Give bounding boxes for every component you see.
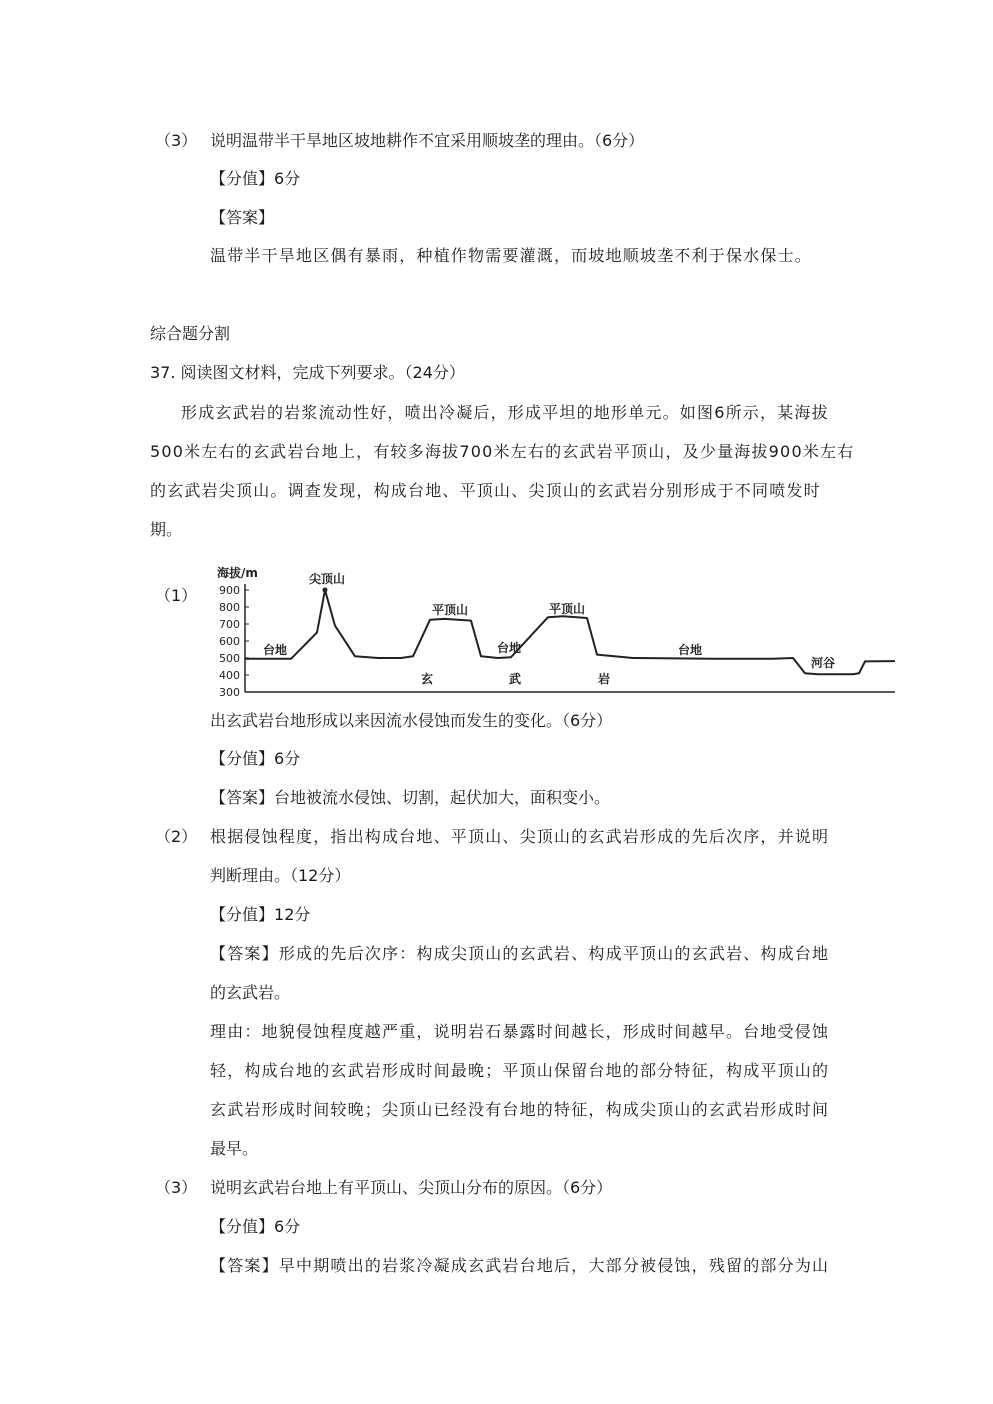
- score-value: 12分: [274, 905, 311, 924]
- q37-part3-question: 说明玄武岩台地上有平顶山、尖顶山分布的原因。（6分）: [210, 1178, 613, 1197]
- feature-label: 尖顶山: [309, 572, 346, 586]
- score-label: 【分值】: [210, 749, 275, 768]
- feature-label: 台地: [497, 641, 522, 655]
- section-divider: 综合题分割: [150, 324, 231, 343]
- q37-part3-score: [210, 1216, 300, 1238]
- q37-part2-score: [210, 904, 310, 926]
- answer-text: 形成的先后次序：构成尖顶山的玄武岩、构成平顶山的玄武岩、构成台地: [278, 944, 830, 963]
- rock-label: 武: [509, 672, 522, 686]
- answer-label: 【答案】: [210, 944, 279, 963]
- peak-marker: [323, 588, 328, 593]
- y-tick-label: 400: [219, 669, 240, 682]
- feature-label: 平顶山: [549, 602, 586, 616]
- rock-label: 玄: [421, 672, 434, 686]
- score-value: 6分: [274, 1217, 301, 1236]
- q37-part2-answer-line: 的玄武岩。: [210, 983, 291, 1002]
- q37-material-line: 期。: [150, 520, 183, 539]
- y-tick-label: 500: [219, 652, 240, 665]
- q37-material-line: 500米左右的玄武岩台地上，有较多海拔700米左右的玄武岩平顶山，及少量海拔900米左右: [150, 442, 855, 461]
- q37-part2-question-line: 判断理由。（12分）: [210, 866, 351, 885]
- q36-part3-score: [210, 168, 300, 190]
- feature-label: 河谷: [811, 656, 836, 670]
- q37-part1-score: [210, 748, 300, 770]
- answer-text: 早中期喷出的岩浆冷凝成玄武岩台地后，大部分被侵蚀，残留的部分为山: [278, 1256, 830, 1275]
- y-tick-label: 900: [219, 584, 240, 597]
- q36-part3-answer: 温带半干旱地区偶有暴雨，种植作物需要灌溉，而坡地顺坡垄不利于保水保士。: [210, 246, 813, 265]
- q37-title: 37. 阅读图文材料，完成下列要求。（24分）: [150, 363, 465, 382]
- q37-part3-number: （3）: [155, 1178, 198, 1197]
- score-label: 【分值】: [210, 905, 275, 924]
- y-axis-label: 海拔/m: [217, 566, 258, 580]
- q37-part2-number: （2）: [155, 827, 198, 846]
- q36-part3-question: 说明温带半干旱地区坡地耕作不宜采用顺坡垄的理由。（6分）: [210, 131, 645, 150]
- q37-material-line: 的玄武岩尖顶山。调查发现，构成台地、平顶山、尖顶山的玄武岩分别形成于不同喷发时: [150, 481, 821, 500]
- feature-label: 台地: [678, 643, 703, 657]
- q36-part3-number: （3）: [155, 131, 198, 150]
- rock-label: 岩: [598, 672, 611, 686]
- y-tick-label: 800: [219, 601, 240, 614]
- feature-label: 台地: [263, 643, 288, 657]
- score-label: 【分值】: [210, 1217, 275, 1236]
- q37-part2-reason-line: 理由：地貌侵蚀程度越严重，说明岩石暴露时间越长，形成时间越早。台地受侵蚀: [210, 1022, 830, 1041]
- score-value: 6分: [274, 169, 301, 188]
- score-label: 【分值】: [210, 169, 275, 188]
- q37-part3-answer: [210, 1255, 829, 1277]
- q37-material-line: 形成玄武岩的岩浆流动性好，喷出冷凝后，形成平坦的地形单元。如图6所示，某海拔: [181, 403, 829, 422]
- answer-text: 台地被流水侵蚀、切割，起伏加大，面积变小。: [274, 788, 611, 807]
- q37-part1-question: 出玄武岩台地形成以来因流水侵蚀而发生的变化。（6分）: [210, 711, 613, 730]
- score-value: 6分: [274, 749, 301, 768]
- y-tick-label: 300: [219, 686, 240, 697]
- y-tick-label: 600: [219, 635, 240, 648]
- answer-label: 【答案】: [210, 1256, 279, 1275]
- q37-part2-reason-line: 最早。: [210, 1139, 259, 1158]
- q37-part1-number: （1）: [155, 586, 198, 605]
- q37-part2-question-line: 根据侵蚀程度，指出构成台地、平顶山、尖顶山的玄武岩形成的先后次序，并说明: [210, 827, 830, 846]
- elevation-profile-chart: [213, 562, 903, 697]
- q37-part2-reason-line: 玄武岩形成时间较晚；尖顶山已经没有台地的特征，构成尖顶山的玄武岩形成时间: [210, 1100, 830, 1119]
- y-tick-label: 700: [219, 618, 240, 631]
- q36-part3-answer-label: 【答案】: [210, 208, 275, 227]
- q37-part2-reason-line: 轻，构成台地的玄武岩形成时间最晚；平顶山保留台地的部分特征，构成平顶山的: [210, 1061, 830, 1080]
- q37-part1-answer: [210, 787, 610, 809]
- answer-label: 【答案】: [210, 788, 275, 807]
- q37-part2-answer-line: [210, 943, 829, 965]
- feature-label: 平顶山: [432, 603, 469, 617]
